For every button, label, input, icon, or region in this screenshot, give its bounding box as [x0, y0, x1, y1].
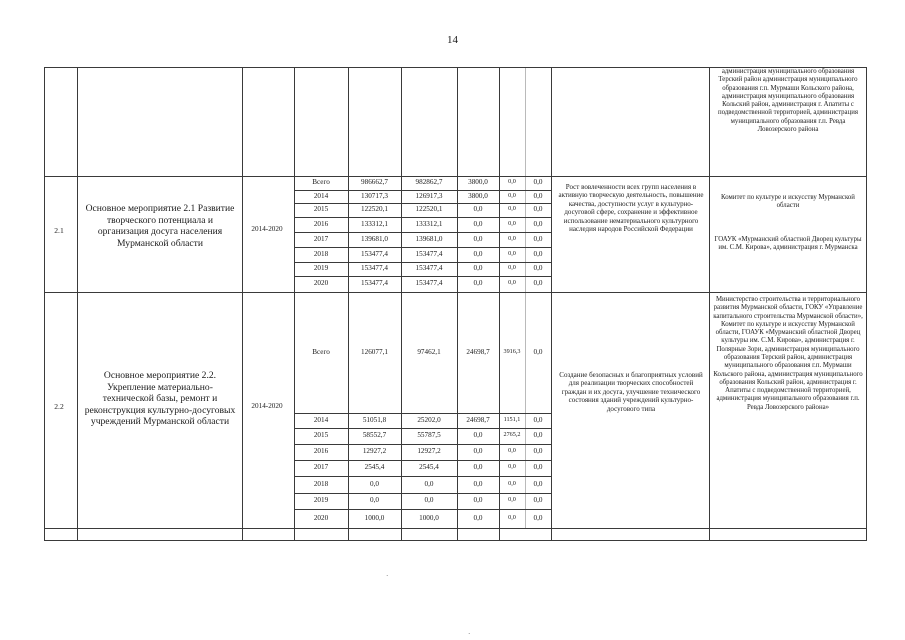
- column-border-2: [242, 67, 243, 541]
- row-2-year-2-total: 58552,7: [362, 431, 387, 439]
- row-1-year-7-regional: 153477,4: [415, 279, 443, 287]
- scan-dot-2: ·: [468, 630, 471, 638]
- row-1-year-6-other: 0,0: [533, 264, 543, 272]
- row-1-year-3-federal: 0,0: [508, 219, 516, 227]
- column-border-8: [551, 67, 552, 541]
- row-2-year-4-local: 0,0: [473, 463, 483, 471]
- table-top-border: [44, 67, 867, 68]
- year-row-line-4: [294, 247, 552, 248]
- row-2-year-5-federal: 0,0: [508, 479, 516, 487]
- row-2-year-2-local: 0,0: [473, 431, 483, 439]
- row-2-2-number: 2.2: [54, 402, 64, 411]
- row-2-year-0-total: 126077,1: [361, 347, 388, 356]
- row-2-year-6-other: 0,0: [533, 496, 543, 504]
- row-1-year-1-other: 0,0: [533, 191, 543, 200]
- row-2-2-indicator: Создание безопасных и благоприятных условий для реализации творческих способностей граждан и их досуга, улучшение технического состояния зданий учреждений культурно-досугового типа: [559, 371, 703, 413]
- row-1-year-5-year: 2018: [313, 249, 329, 258]
- row-1-year-1-local: 3800,0: [468, 191, 488, 200]
- row-2-year-4-other: 0,0: [533, 463, 543, 471]
- row-2-year-1-local: 24698,7: [466, 415, 490, 424]
- column-border-0: [44, 67, 45, 541]
- row-2-year-1-regional: 25202,0: [417, 415, 441, 424]
- row-2-1-responsible-1: Комитет по культуре и искусству Мурманской области: [721, 194, 855, 210]
- table-bottom-border: [44, 528, 867, 529]
- row-2-2-top-border: [44, 292, 867, 293]
- row-1-year-7-federal: 0,0: [508, 279, 516, 286]
- column-border-1: [77, 67, 78, 541]
- row-1-year-6-local: 0,0: [473, 264, 483, 272]
- row-1-year-7-other: 0,0: [533, 279, 543, 287]
- row-1-year-4-total: 139681,0: [361, 234, 388, 243]
- row-2-year-5-other: 0,0: [533, 479, 543, 488]
- row-1-year-5-other: 0,0: [533, 249, 543, 258]
- row-2-year-0-federal: 3916,3: [503, 347, 521, 355]
- row-1-year-2-local: 0,0: [473, 205, 483, 213]
- row-1-year-3-local: 0,0: [473, 219, 483, 228]
- row-2-year-0-year: Всего: [312, 347, 330, 356]
- row-1-year-5-local: 0,0: [473, 249, 483, 258]
- row-1-year-1-federal: 0,0: [508, 191, 516, 199]
- row-2-year-7-local: 0,0: [473, 513, 483, 522]
- row-2-year-3-federal: 0,0: [508, 447, 516, 454]
- row-2-year-1-federal: 1151,1: [503, 415, 521, 423]
- row-2-1-indicator: Рост вовлеченности всех групп населения в активную творческую деятельность, повышение качества, доступности услуг в культурно-досуговой сфере, сохранение и эффективное использование нематериального культурного наследия народов Российской Федерации: [558, 183, 704, 233]
- year-row-line-12: [294, 493, 552, 494]
- row-2-year-4-regional: 2545,4: [419, 463, 439, 471]
- row-2-year-7-total: 1000,0: [364, 513, 385, 522]
- row-1-year-6-federal: 0,0: [508, 264, 516, 271]
- row-1-year-2-other: 0,0: [533, 205, 543, 213]
- row-1-year-4-local: 0,0: [473, 234, 483, 243]
- row-2-year-5-regional: 0,0: [424, 479, 434, 488]
- row-2-year-5-total: 0,0: [370, 479, 379, 488]
- row-1-year-6-regional: 153477,4: [415, 264, 443, 272]
- row-2-year-7-year: 2020: [313, 513, 329, 522]
- row-1-year-3-year: 2016: [313, 219, 329, 228]
- row-2-year-3-total: 12927,2: [362, 447, 387, 455]
- row-1-year-6-year: 2019: [313, 264, 329, 272]
- row-2-1-period: 2014-2020: [251, 225, 283, 233]
- row-2-year-4-federal: 0,0: [508, 463, 516, 470]
- row-2-year-1-total: 51051,8: [362, 415, 387, 424]
- year-row-line-5: [294, 262, 552, 263]
- row-1-year-7-year: 2020: [313, 279, 329, 287]
- row-2-year-7-federal: 0,0: [508, 513, 516, 521]
- row-1-year-5-total: 153477,4: [361, 249, 388, 258]
- row-2-year-6-local: 0,0: [473, 496, 483, 504]
- row-2-year-0-regional: 97462,1: [417, 347, 441, 356]
- year-row-line-9: [294, 444, 552, 445]
- row-1-year-3-total: 133312,1: [361, 219, 388, 228]
- row-1-year-0-other: 0,0: [533, 178, 543, 186]
- row-2-year-1-other: 0,0: [533, 415, 543, 424]
- row-1-year-1-total: 130717,3: [361, 191, 388, 200]
- row-2-2-responsible: Министерство строительства и территориального развития Мурманской области, ГОКУ «Управление капитального строительства Мурманской области», Комитет по культуре и искусству Мурманской области, ГОАУК «Мурманский областной Дворец культуры им. С.М. Кирова», администрация г. Полярные Зори, администрация муниципального образования Терский район, администрация муниципального образования г.п. Мурмаши Кольского района, администрация муниципального образования Кольский район, администрация г. Апатиты с подведомственной территорией, администрация муниципального образования г.п. Ревда Ловозерского района»: [713, 296, 863, 411]
- row-1-year-2-federal: 0,0: [508, 205, 516, 212]
- scan-dot-1: ·: [386, 572, 389, 580]
- row-2-2-period: 2014-2020: [251, 402, 283, 410]
- row-2-year-6-federal: 0,0: [508, 496, 516, 503]
- year-row-line-8: [294, 428, 552, 429]
- table-end-border: [44, 540, 867, 541]
- row-1-year-7-total: 153477,4: [361, 279, 388, 287]
- row-2-year-2-other: 0,0: [533, 431, 543, 439]
- row-2-1-number: 2.1: [54, 226, 64, 235]
- row-1-year-0-total: 986662,7: [361, 178, 388, 186]
- top-row-responsible: администрация муниципального образования Терский район администрация муниципального образования г.п. Мурмаши Кольского района, администрация муниципального образования Кольский район, администрация г. Апатиты с подведомственной территорией, администрация муниципального образования г.п. Ревда Ловозерского района: [718, 68, 858, 133]
- row-2-year-5-local: 0,0: [473, 479, 483, 488]
- row-2-year-5-year: 2018: [313, 479, 329, 488]
- row-1-year-3-other: 0,0: [533, 219, 543, 228]
- year-row-line-1: [294, 203, 552, 204]
- row-1-year-4-other: 0,0: [533, 234, 543, 243]
- row-2-year-0-other: 0,0: [533, 347, 543, 356]
- row-1-year-3-regional: 133312,1: [415, 219, 443, 228]
- row-2-1-responsible-2: ГОАУК «Мурманский областной Дворец культуры им. С.М. Кирова», администрация г. Мурманска: [714, 236, 862, 252]
- row-2-year-2-regional: 55787,5: [417, 431, 441, 439]
- row-2-year-0-local: 24698,7: [466, 347, 490, 356]
- row-1-year-2-total: 122520,1: [361, 205, 388, 213]
- year-row-line-7: [294, 413, 552, 414]
- row-2-year-6-total: 0,0: [370, 496, 379, 504]
- row-2-year-3-year: 2016: [313, 447, 329, 455]
- year-row-line-0: [294, 190, 552, 191]
- row-1-year-4-federal: 0,0: [508, 234, 516, 242]
- row-2-year-4-total: 2545,4: [364, 463, 385, 471]
- row-2-year-3-other: 0,0: [533, 447, 543, 455]
- row-2-year-7-regional: 1000,0: [419, 513, 439, 522]
- row-1-year-5-regional: 153477,4: [415, 249, 443, 258]
- row-2-year-1-year: 2014: [313, 415, 329, 424]
- column-border-9: [709, 67, 710, 541]
- year-row-line-13: [294, 509, 552, 510]
- column-border-10: [866, 67, 867, 541]
- row-2-year-3-regional: 12927,2: [417, 447, 441, 455]
- row-2-year-3-local: 0,0: [473, 447, 483, 455]
- row-1-year-2-regional: 122520,1: [415, 205, 443, 213]
- row-2-year-4-year: 2017: [313, 463, 329, 471]
- row-1-year-1-year: 2014: [313, 191, 329, 200]
- year-row-line-11: [294, 476, 552, 477]
- row-2-year-7-other: 0,0: [533, 513, 543, 522]
- row-1-year-6-total: 153477,4: [361, 264, 388, 272]
- year-row-line-3: [294, 232, 552, 233]
- row-1-year-4-regional: 139681,0: [415, 234, 443, 243]
- row-2-2-name: Основное мероприятие 2.2. Укрепление материально-технической базы, ремонт и реконструкция культурно-досуговых учреждений Мурманской области: [84, 370, 236, 427]
- row-2-year-6-year: 2019: [313, 496, 329, 504]
- row-1-year-5-federal: 0,0: [508, 249, 516, 257]
- year-row-line-2: [294, 217, 552, 218]
- year-row-line-10: [294, 460, 552, 461]
- row-1-year-0-regional: 982862,7: [415, 178, 443, 186]
- row-1-year-4-year: 2017: [313, 234, 329, 243]
- row-1-year-7-local: 0,0: [473, 279, 483, 287]
- column-border-federal-other: [525, 67, 526, 528]
- row-1-year-0-local: 3800,0: [468, 178, 488, 186]
- row-1-year-0-federal: 0,0: [508, 178, 516, 185]
- page-number: 14: [447, 34, 458, 46]
- row-1-year-2-year: 2015: [313, 205, 329, 213]
- row-2-year-6-regional: 0,0: [424, 496, 434, 504]
- year-row-line-6: [294, 276, 552, 277]
- row-1-year-1-regional: 126917,3: [415, 191, 443, 200]
- row-2-year-2-year: 2015: [313, 431, 329, 439]
- row-2-1-name: Основное мероприятие 2.1 Развитие творческого потенциала и организация досуга населения Мурманской области: [85, 203, 235, 249]
- row-2-year-2-federal: 2765,2: [503, 431, 521, 438]
- row-2-1-top-border: [44, 176, 867, 177]
- row-1-year-0-year: Всего: [312, 178, 330, 186]
